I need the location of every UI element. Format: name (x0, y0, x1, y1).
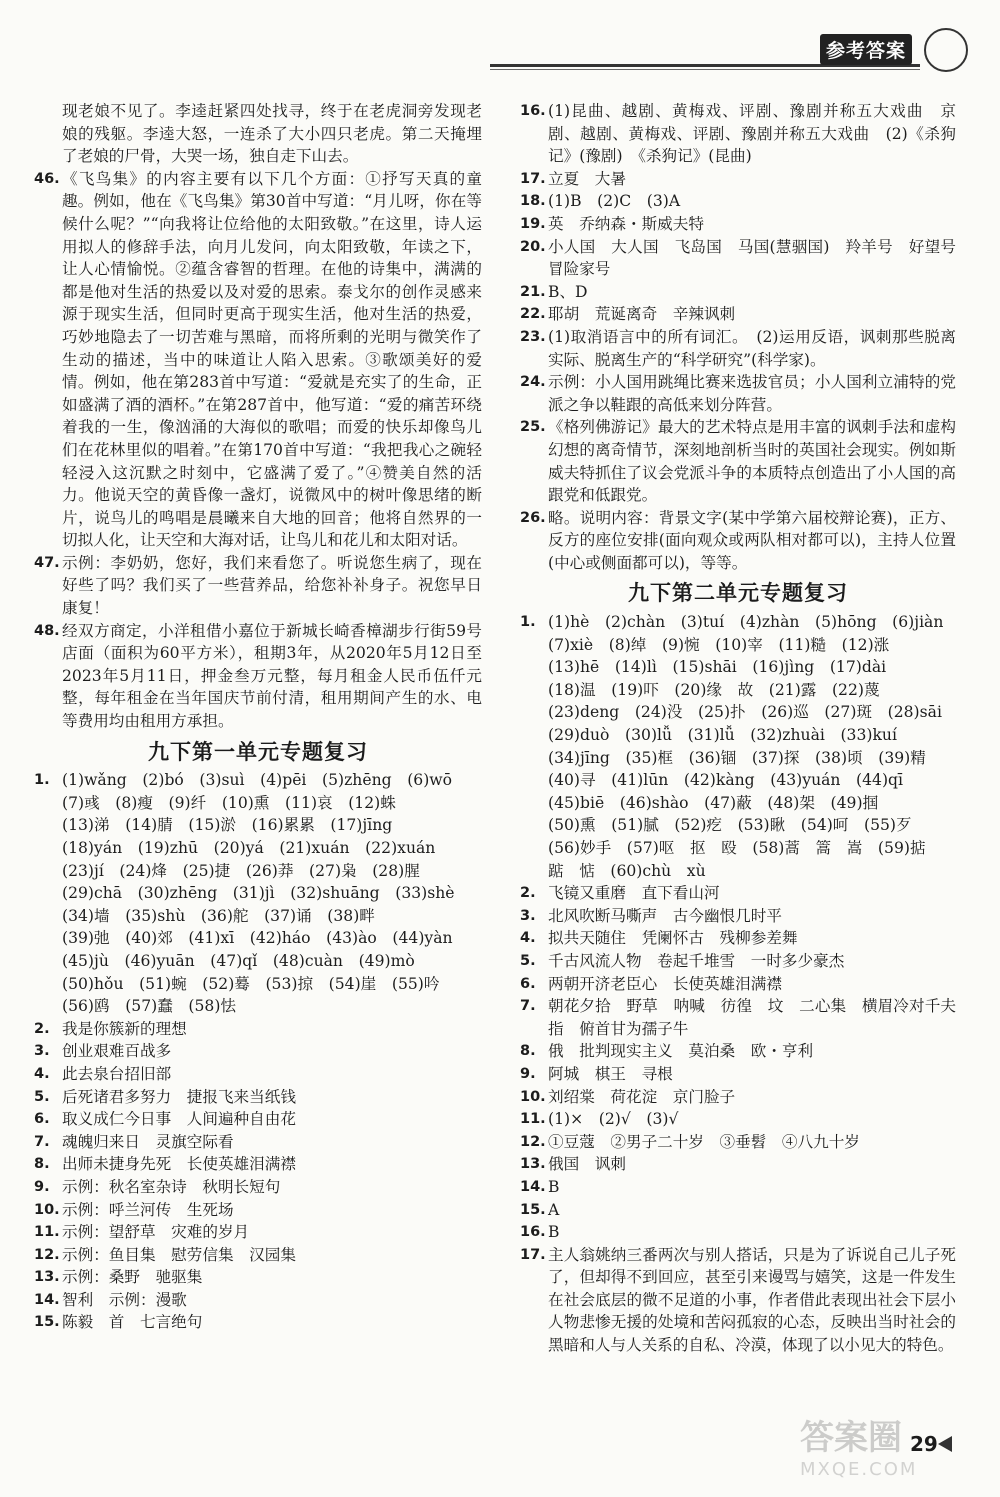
pinyin-line: (39)弛 (40)郊 (41)xī (42)háo (43)ào (44)yàn (62, 929, 453, 948)
answer-text: 主人翁姚纳三番两次与别人搭话，只是为了诉说自己儿子死了，但却得不到回应，甚至引来谩骂与嬉笑，这是一件发生在社会底层的微不足道的小事，作者借此表现出社会下层小人物悲惨无援的处境和苦闷孤寂的心态，反映出当时社会的黑暗和人与人关系的自私、冷漠，体现了以小见大的特色。 (548, 1245, 956, 1355)
answer-number: 6. (520, 975, 536, 992)
answer-text: 小人国 大人国 飞岛国 马国(慧骃国) 羚羊号 好望号 冒险家号 (548, 237, 972, 279)
header-seal-icon (924, 28, 968, 72)
answer-number: 11. (520, 1111, 546, 1128)
answer-item (34, 1244, 482, 1267)
answer-text: 陈毅 首 七言绝句 (62, 1313, 203, 1332)
answer-number: 2. (34, 1020, 50, 1037)
carry-over-text: 现老娘不见了。李逵赶紧四处找寻，终于在老虎洞旁发现老娘的残躯。李逵大怒，一连杀了大小四只老虎。第二天掩埋了老娘的尸骨，大哭一场，独自走下山去。 (62, 102, 482, 166)
answer-text: 耶胡 荒诞离奇 辛辣讽刺 (548, 305, 736, 324)
answer-text: 千古风流人物 卷起千堆雪 一时多少豪杰 (548, 951, 845, 970)
answer-number: 22. (520, 306, 546, 323)
answer-item (520, 950, 956, 973)
answer-number: 24. (520, 374, 546, 391)
answer-item (520, 190, 956, 213)
answer-number: 46. (34, 170, 60, 187)
answer-text: 北风吹断马嘶声 古今幽恨几时平 (548, 906, 782, 925)
answer-item (520, 303, 956, 326)
pinyin-line: (50)hǒu (51)蜿 (52)蓦 (53)掠 (54)崖 (55)吟 (62, 974, 440, 993)
answer-item (34, 1289, 482, 1312)
answer-item (520, 1131, 956, 1154)
answer-item (34, 769, 482, 1018)
answer-number: 17. (520, 170, 546, 187)
answer-text: 后死诸君多努力 捷报飞来当纸钱 (62, 1087, 296, 1106)
answer-number: 7. (520, 998, 536, 1015)
watermark-url: MXQE.COM (800, 1459, 918, 1480)
answer-number: 9. (520, 1065, 536, 1082)
pinyin-line: (56)鸥 (57)蠢 (58)怯 (62, 997, 236, 1016)
answer-text: 英 乔纳森・斯威夫特 (548, 214, 704, 233)
answer-number: 15. (34, 1314, 60, 1331)
answer-number: 5. (520, 952, 536, 969)
pinyin-answer-block (62, 769, 482, 1018)
answer-number: 1. (520, 614, 536, 631)
answer-text: 创业艰难百战多 (62, 1042, 172, 1061)
answer-number: 48. (34, 622, 60, 639)
answer-number: 8. (34, 1156, 50, 1173)
answer-item (520, 1221, 956, 1244)
pinyin-line: (7)xiè (8)绰 (9)惋 (10)宰 (11)糙 (12)涨 (548, 635, 890, 654)
right-answer-list-b (520, 882, 956, 1356)
answer-number: 14. (34, 1291, 60, 1308)
answer-text: B (548, 1223, 560, 1242)
answer-text: (1)× (2)√ (3)√ (548, 1110, 679, 1129)
pinyin-line: (40)寻 (41)lūn (42)kàng (43)yuán (44)qī (548, 771, 904, 790)
pinyin-line: (45)jù (46)yuān (47)qǐ (48)cuàn (49)mò (62, 951, 415, 970)
answer-item (34, 1018, 482, 1041)
answer-text: 阿城 棋王 寻根 (548, 1064, 673, 1083)
answer-text: 此去泉台招旧部 (62, 1064, 172, 1083)
page-number: 29 (910, 1432, 938, 1456)
answer-item (520, 1086, 956, 1109)
answer-number: 13. (34, 1269, 60, 1286)
watermark-logo (800, 1410, 990, 1490)
answer-item (34, 1311, 482, 1334)
answer-item (520, 1040, 956, 1063)
answer-text: 两朝开济老臣心 长使英雄泪满襟 (548, 974, 782, 993)
answer-item (34, 1086, 482, 1109)
header-badge: 参考答案 (820, 34, 912, 65)
answer-number: 23. (520, 328, 546, 345)
answer-item (34, 168, 482, 552)
pinyin-line: (23)jí (24)烽 (25)捷 (26)莽 (27)枭 (28)腥 (62, 861, 420, 880)
answer-item (520, 905, 956, 928)
answer-text: 立夏 大暑 (548, 169, 626, 188)
answer-number: 20. (520, 238, 546, 255)
section-title-unit2: 九下第二单元专题复习 (628, 581, 848, 606)
answer-item (520, 100, 956, 168)
answer-item (520, 927, 956, 950)
answer-item (34, 1266, 482, 1289)
right-column (520, 100, 972, 1357)
left-column (34, 100, 482, 1334)
answer-number: 13. (520, 1156, 546, 1173)
answer-number: 21. (520, 283, 546, 300)
answer-item (520, 1153, 956, 1176)
answer-item (34, 1199, 482, 1222)
answer-number: 10. (34, 1201, 60, 1218)
answer-number: 3. (520, 907, 536, 924)
pinyin-line: (13)涕 (14)腈 (15)淤 (16)累累 (17)jīng (62, 816, 393, 835)
answer-item (34, 1153, 482, 1176)
pinyin-line: 踮 惦 (60)chù xù (548, 861, 706, 880)
pinyin-line: (23)deng (24)没 (25)扑 (26)巡 (27)斑 (28)sāi (548, 703, 942, 722)
pinyin-line: (18)温 (19)吓 (20)缘 故 (21)露 (22)蔑 (548, 680, 880, 699)
pinyin-line: (13)hē (14)lì (15)shāi (16)jìng (17)dài (548, 658, 887, 677)
answer-item (520, 507, 956, 575)
header-rule-thin (490, 69, 920, 70)
answer-item (520, 281, 956, 304)
answer-item (520, 1063, 956, 1086)
pinyin-line: (29)duò (30)lǚ (31)lǚ (32)zhuài (33)kuí (548, 726, 897, 745)
answer-text: 刘绍棠 荷花淀 京门脸子 (548, 1087, 736, 1106)
answer-number: 2. (520, 885, 536, 902)
answer-item (520, 1244, 956, 1357)
answer-item (34, 1221, 482, 1244)
answer-item (34, 1063, 482, 1086)
answer-text: 出师未捷身先死 长使英雄泪满襟 (62, 1155, 296, 1174)
answer-text: 俄国 讽刺 (548, 1155, 626, 1174)
pinyin-line: (18)yán (19)zhū (20)yá (21)xuán (22)xuán (62, 839, 436, 857)
answer-number: 12. (520, 1133, 546, 1150)
pinyin-answer-block (548, 611, 956, 882)
pinyin-line: (50)熏 (51)腻 (52)疙 (53)瞅 (54)呵 (55)歹 (548, 816, 912, 835)
answer-number: 4. (520, 930, 536, 947)
answer-number: 11. (34, 1224, 60, 1241)
page-arrow-icon (938, 1436, 952, 1452)
answer-item (520, 1108, 956, 1131)
answer-item (520, 995, 956, 1040)
answer-item (34, 620, 482, 733)
left-answer-list-b (34, 1018, 482, 1334)
answer-text: (1)取消语言中的所有词汇。 (2)运用反语，讽刺那些脱离实际、脱离生产的“科学研究”(科学家)。 (548, 327, 956, 369)
answer-number: 3. (34, 1043, 50, 1060)
answer-number: 18. (520, 193, 546, 210)
answer-item (34, 1131, 482, 1154)
pinyin-line: (29)chā (30)zhēng (31)jì (32)shuāng (33)shè (62, 884, 455, 903)
answer-item (34, 1176, 482, 1199)
answer-number: 25. (520, 419, 546, 436)
answer-number: 47. (34, 554, 60, 571)
answer-number: 14. (520, 1178, 546, 1195)
answer-text: 智利 示例：漫歌 (62, 1290, 187, 1309)
answer-item (520, 611, 956, 882)
right-answer-list-a (520, 100, 972, 574)
answer-text: 拟共天随住 凭阑怀古 残柳参差舞 (548, 929, 798, 948)
pinyin-line: (1)wǎng (2)bó (3)suì (4)pēi (5)zhēng (6)wō (62, 771, 453, 790)
answer-number: 17. (520, 1246, 546, 1263)
pinyin-line: (7)彧 (8)瘦 (9)纤 (10)熏 (11)哀 (12)蛛 (62, 793, 396, 812)
watermark-main: 答案圈 (800, 1418, 902, 1458)
answer-text: 示例：呼兰河传 生死场 (62, 1200, 234, 1219)
answer-text: 朝花夕拾 野草 呐喊 彷徨 坟 二心集 横眉冷对千夫指 俯首甘为孺子牛 (548, 997, 956, 1038)
pinyin-line: (56)妙手 (57)呕 抠 殴 (58)蒿 篙 嵩 (59)掂 (548, 839, 926, 857)
answer-item (520, 168, 956, 191)
answer-number: 7. (34, 1133, 50, 1150)
answer-text: B (548, 1177, 560, 1196)
answer-number: 15. (520, 1201, 546, 1218)
answer-number: 5. (34, 1088, 50, 1105)
answer-item (520, 326, 956, 371)
answer-text: 示例：李奶奶，您好，我们来看您了。听说您生病了，现在好些了吗？我们买了一些营养品，给您补补身子。祝您早日康复！ (62, 553, 482, 618)
answer-text: 略。说明内容：背景文字(某中学第六届校辩论赛)，正方、反方的座位安排(面向观众或两队相对都可以)，主持人位置(中心或侧面都可以)，等等。 (548, 508, 956, 572)
answer-item (520, 371, 956, 416)
answer-item (34, 1108, 482, 1131)
answer-item (34, 1040, 482, 1063)
section-title-unit1: 九下第一单元专题复习 (148, 739, 368, 764)
page-header (490, 28, 990, 88)
answer-text: 示例：秋名室杂诗 秋明长短句 (62, 1177, 281, 1196)
answer-text: ①豆蔻 ②男子二十岁 ③垂髫 ④八九十岁 (548, 1132, 860, 1151)
answer-number: 8. (520, 1043, 536, 1060)
pinyin-line: (34)墙 (35)shù (36)舵 (37)诵 (38)畔 (62, 906, 375, 925)
answer-number: 6. (34, 1111, 50, 1128)
answer-item (520, 1176, 956, 1199)
answer-number: 10. (520, 1088, 546, 1105)
answer-text: 俄 批判现实主义 莫泊桑 欧・亨利 (548, 1042, 814, 1061)
answer-text: 《格列佛游记》最大的艺术特点是用丰富的讽刺手法和虚构幻想的离奇情节，深刻地剖析当时的英国社会现实。例如斯威夫特抓住了议会党派斗争的本质特点创造出了小人国的高跟党和低跟党。 (548, 418, 956, 505)
answer-text: B、D (548, 282, 588, 301)
answer-item (520, 236, 972, 281)
answer-item (520, 882, 956, 905)
answer-number: 9. (34, 1178, 50, 1195)
pinyin-line: (34)jīng (35)框 (36)锢 (37)探 (38)顷 (39)精 (548, 748, 926, 767)
answer-item (520, 416, 956, 506)
answer-text: 示例：鱼目集 慰劳信集 汉园集 (62, 1245, 296, 1264)
answer-number: 26. (520, 509, 546, 526)
answer-number: 1. (34, 772, 50, 789)
answer-text: (1)昆曲、越剧、黄梅戏、评剧、豫剧并称五大戏曲 京剧、越剧、黄梅戏、评剧、豫剧并称五大戏曲 (2)《杀狗记》(豫剧) 《杀狗记》(昆曲) (548, 102, 956, 166)
answer-item (520, 973, 956, 996)
answer-text: 示例：桑野 驰驱集 (62, 1268, 203, 1287)
answer-text: 示例：望舒草 灾难的岁月 (62, 1223, 250, 1242)
answer-item (520, 1199, 956, 1222)
answer-item (520, 213, 956, 236)
answer-item (34, 552, 482, 620)
answer-text: 示例：小人国用跳绳比赛来选拔官员；小人国利立浦特的党派之争以鞋跟的高低来划分阵营。 (548, 373, 956, 414)
answer-text: 经双方商定，小洋租借小嘉位于新城长崎香樟湖步行街59号店面（面积为60平方米），租期3年，从2020年5月12日至2023年5月11日，押金叁万元整，每月租金人民币伍仟元整，每年租金在当年国庆节前付清，租用期间产生的水、电等费用均由租用方承担。 (62, 621, 482, 731)
pinyin-line: (45)biē (46)shào (47)蔽 (48)架 (49)掴 (548, 793, 879, 812)
answer-number: 4. (34, 1065, 50, 1082)
answer-text: 《飞鸟集》的内容主要有以下几个方面：①抒写天真的童趣。例如，他在《飞鸟集》第30首中写道：“月儿呀，你在等候什么呢？”“向我将让位给他的太阳致敬。”在这里，诗人运用拟人的修辞手法，向月儿发问，向太阳致敬，年读之下，让人心情愉悦。②蕴含睿智的哲理。在他的诗集中，满满的都是他对生活的热爱以及对爱的思索。泰戈尔的创作灵感来源于现实生活，但同时更高于现实生活，他对生活的热爱，巧妙地隐去了一切苦难与黑暗，而将所剩的光明与微笑作了生动的描述，当中的味道让人陷入思索。③歌颂美好的爱情。例如，他在第283首中写道：“爱就是充实了的生命，正如盛满了酒的酒杯。”在第287首中，他写道：“爱的痛苦环绕着我的一生，像汹涌的大海似的歌唱；而爱的快乐却像鸟儿们在花林里似的唱着。”在第170首中写道：“我把我心之碗轻轻浸入这沉默之时刻中，它盛满了爱了。”④赞美自然的活力。他说天空的黄昏像一盏灯，说微风中的树叶像思绪的断片，说鸟儿的鸣唱是晨曦来自大地的回音；他将自然界的一切拟人化，让天空和大海对话，让鸟儿和花儿和太阳对话。 (62, 169, 482, 550)
answer-text: 取义成仁今日事 人间遍种自由花 (62, 1110, 296, 1129)
answer-number: 19. (520, 215, 546, 232)
answer-text: 魂魄归来日 灵旗空际看 (62, 1132, 234, 1151)
answer-number: 16. (520, 103, 546, 119)
answer-number: 16. (520, 1224, 546, 1241)
pinyin-line: (1)hè (2)chàn (3)tuí (4)zhàn (5)hōng (6)jiàn (548, 613, 944, 632)
answer-text: A (548, 1200, 560, 1219)
answer-text: (1)B (2)C (3)A (548, 192, 681, 211)
left-answer-list-a (34, 168, 482, 733)
answer-number: 12. (34, 1246, 60, 1263)
answer-text: 飞镜又重磨 直下看山河 (548, 884, 720, 903)
answer-text: 我是你簇新的理想 (62, 1019, 187, 1038)
